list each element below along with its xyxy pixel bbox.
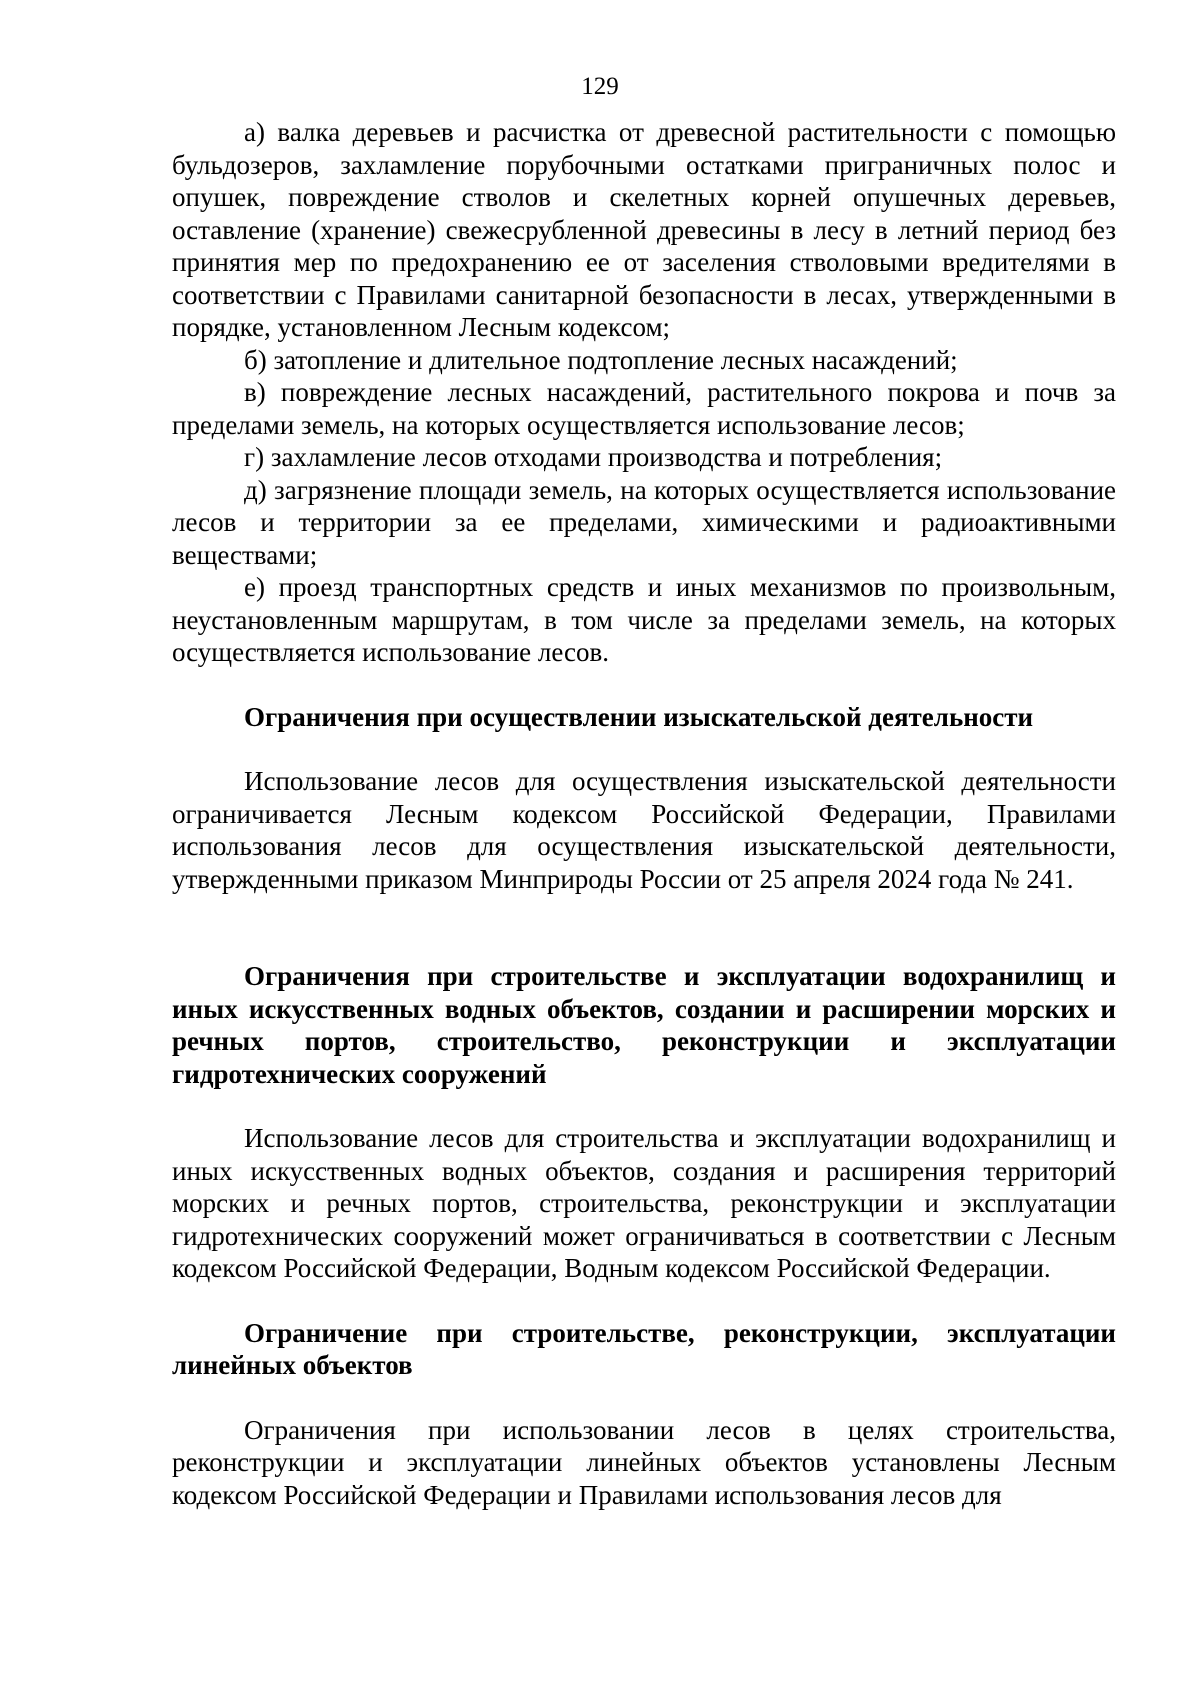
section-heading-reservoirs: Ограничения при строительстве и эксплуатации водохранилищ и иных искусственных водных объектов, создании и расширении морских и речных портов, строительство, реконструкции и эксплуатации гидротехнических сооружений bbox=[172, 961, 1116, 1089]
list-item-b: б) затопление и длительное подтопление лесных насаждений; bbox=[244, 344, 958, 375]
list-item-v: в) повреждение лесных насаждений, растительного покрова и почв за пределами земель, на которых осуществляется использование лесов; bbox=[172, 377, 1116, 440]
list-item-g: г) захламление лесов отходами производства и потребления; bbox=[244, 442, 943, 472]
page-number: 129 bbox=[581, 73, 619, 100]
list-item-a: а) валка деревьев и расчистка от древесной растительности с помощью бульдозеров, захламление порубочными остатками приграничных полос и опушек, повреждение стволов и скелетных корней опушечных деревьев, оставление (хранение) свежесрубленной древесины в лесу в летний период без принятия мер по предохранению ее от заселения стволовыми вредителями в соответствии с Правилами санитарной безопасности в лесах, утвержденными в порядке, установленном Лесным кодексом; bbox=[172, 117, 1116, 342]
spacer bbox=[172, 895, 1116, 960]
spacer bbox=[172, 733, 1116, 765]
document-body bbox=[172, 116, 1116, 1511]
spacer bbox=[172, 1382, 1116, 1414]
section-heading-survey: Ограничения при осуществлении изыскательской деятельности bbox=[244, 701, 1034, 732]
list-item-e: е) проезд транспортных средств и иных механизмов по произвольным, неустановленным маршрутам, в том числе за пределами земель, на которых осуществляется использование лесов. bbox=[172, 572, 1116, 667]
list-item-d: д) загрязнение площади земель, на которых осуществляется использование лесов и территории за ее пределами, химическими и радиоактивными веществами; bbox=[172, 474, 1116, 570]
section-heading-linear-objects: Ограничение при строительстве, реконструкции, эксплуатации линейных объектов bbox=[172, 1317, 1116, 1380]
spacer bbox=[172, 669, 1116, 701]
section-body-linear-objects: Ограничения при использовании лесов в целях строительства, реконструкции и эксплуатации линейных объектов установлены Лесным кодексом Российской Федерации и Правилами использования лесов для bbox=[172, 1414, 1116, 1510]
spacer bbox=[172, 1090, 1116, 1122]
section-body-survey: Использование лесов для осуществления изыскательской деятельности ограничивается Лесным кодексом Российской Федерации, Правилами использования лесов для осуществления изыскательской деятельности, утвержденными приказом Минприроды России от 25 апреля 2024 года № 241. bbox=[172, 766, 1116, 894]
section-body-reservoirs: Использование лесов для строительства и эксплуатации водохранилищ и иных искусственных водных объектов, создания и расширения территорий морских и речных портов, строительства, реконструкции и эксплуатации гидротехнических сооружений может ограничиваться в соответствии с Лесным кодексом Российской Федерации, Водным кодексом Российской Федерации. bbox=[172, 1123, 1116, 1283]
spacer bbox=[172, 1285, 1116, 1317]
